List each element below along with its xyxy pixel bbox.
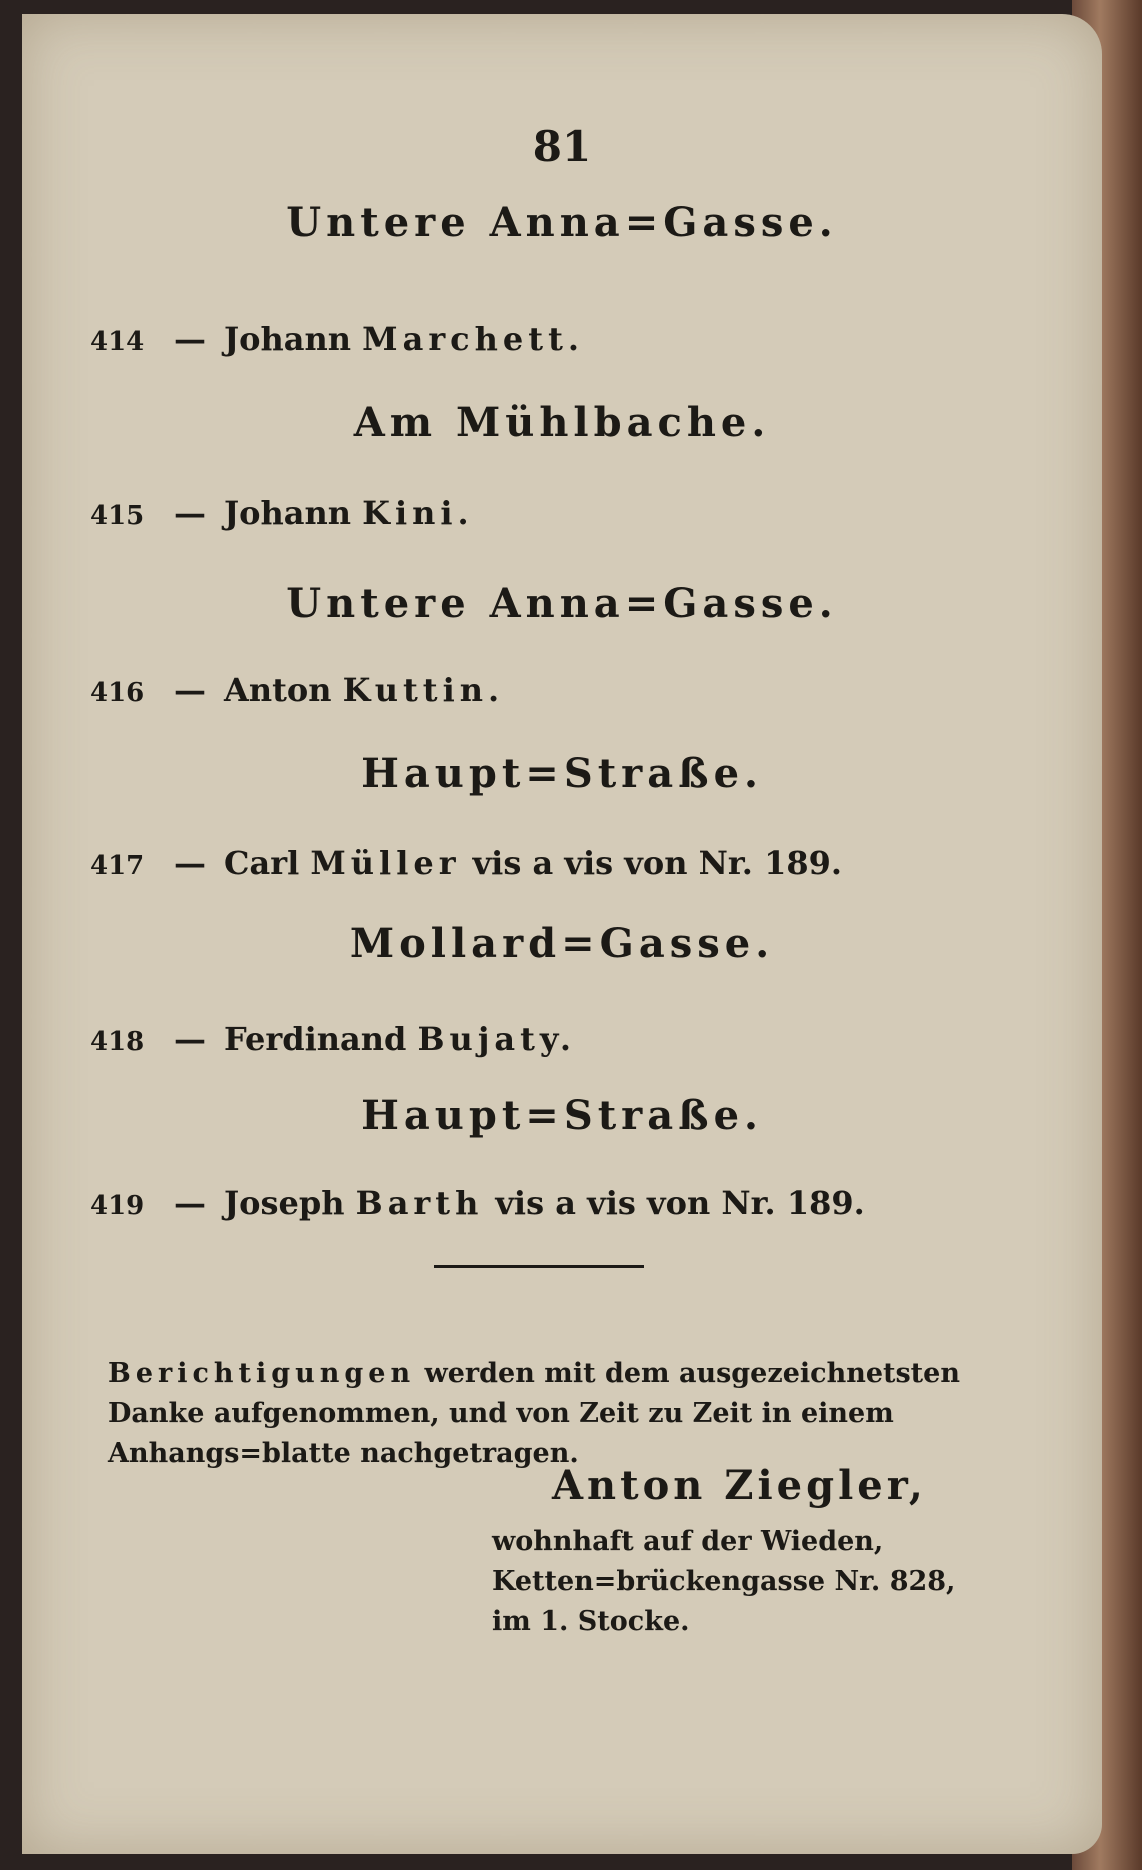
first-name: Johann [224, 494, 352, 532]
street-heading: Haupt=Straße. [361, 750, 763, 797]
notice-text: werden mit dem ausgezeichnetsten Danke aufgenommen, und von Zeit zu Zeit in einem Anhangs=blatte nachgetragen. [108, 1358, 960, 1469]
surname: Marchett. [362, 320, 584, 358]
street-heading: Mollard=Gasse. [349, 920, 775, 967]
house-number: 414 [90, 327, 145, 357]
first-name: Carl [224, 844, 300, 882]
list-item: 416 — Anton Kuttin. [90, 671, 505, 709]
house-number: 417 [90, 851, 145, 881]
notice-first-word: Berichtigungen [108, 1358, 416, 1389]
street-heading: Untere Anna=Gasse. [286, 199, 838, 246]
surname: Barth [355, 1184, 484, 1222]
surname: Müller [310, 844, 461, 882]
first-name: Johann [224, 320, 352, 358]
house-number: 419 [90, 1191, 145, 1221]
house-number: 416 [90, 678, 145, 708]
street-heading: Untere Anna=Gasse. [286, 580, 838, 627]
surname: Bujaty. [417, 1020, 576, 1058]
corrections-notice [108, 1354, 1008, 1474]
first-name: Anton [224, 671, 332, 709]
location-note: vis a vis von Nr. 189. [495, 1184, 865, 1222]
house-number: 418 [90, 1027, 145, 1057]
street-heading: Am Mühlbache. [353, 399, 771, 446]
location-note: vis a vis von Nr. 189. [472, 844, 842, 882]
list-item: 417 — Carl Müller vis a vis von Nr. 189. [90, 844, 842, 882]
first-name: Joseph [224, 1184, 345, 1222]
house-number: 415 [90, 501, 145, 531]
divider-rule [434, 1265, 644, 1268]
list-item: 419 — Joseph Barth vis a vis von Nr. 189. [90, 1184, 865, 1222]
page-number: 81 [532, 122, 592, 171]
surname: Kuttin. [342, 671, 505, 709]
list-item: 415 — Johann Kini. [90, 494, 474, 532]
list-item: 414 — Johann Marchett. [90, 320, 584, 358]
address: wohnhaft auf der Wieden, Ketten=brückengasse Nr. 828, im 1. Stocke. [492, 1526, 956, 1637]
signature: Anton Ziegler, [552, 1462, 927, 1509]
street-heading: Haupt=Straße. [361, 1092, 763, 1139]
surname: Kini. [362, 494, 474, 532]
list-item: 418 — Ferdinand Bujaty. [90, 1020, 576, 1058]
page [22, 14, 1102, 1854]
first-name: Ferdinand [224, 1020, 407, 1058]
